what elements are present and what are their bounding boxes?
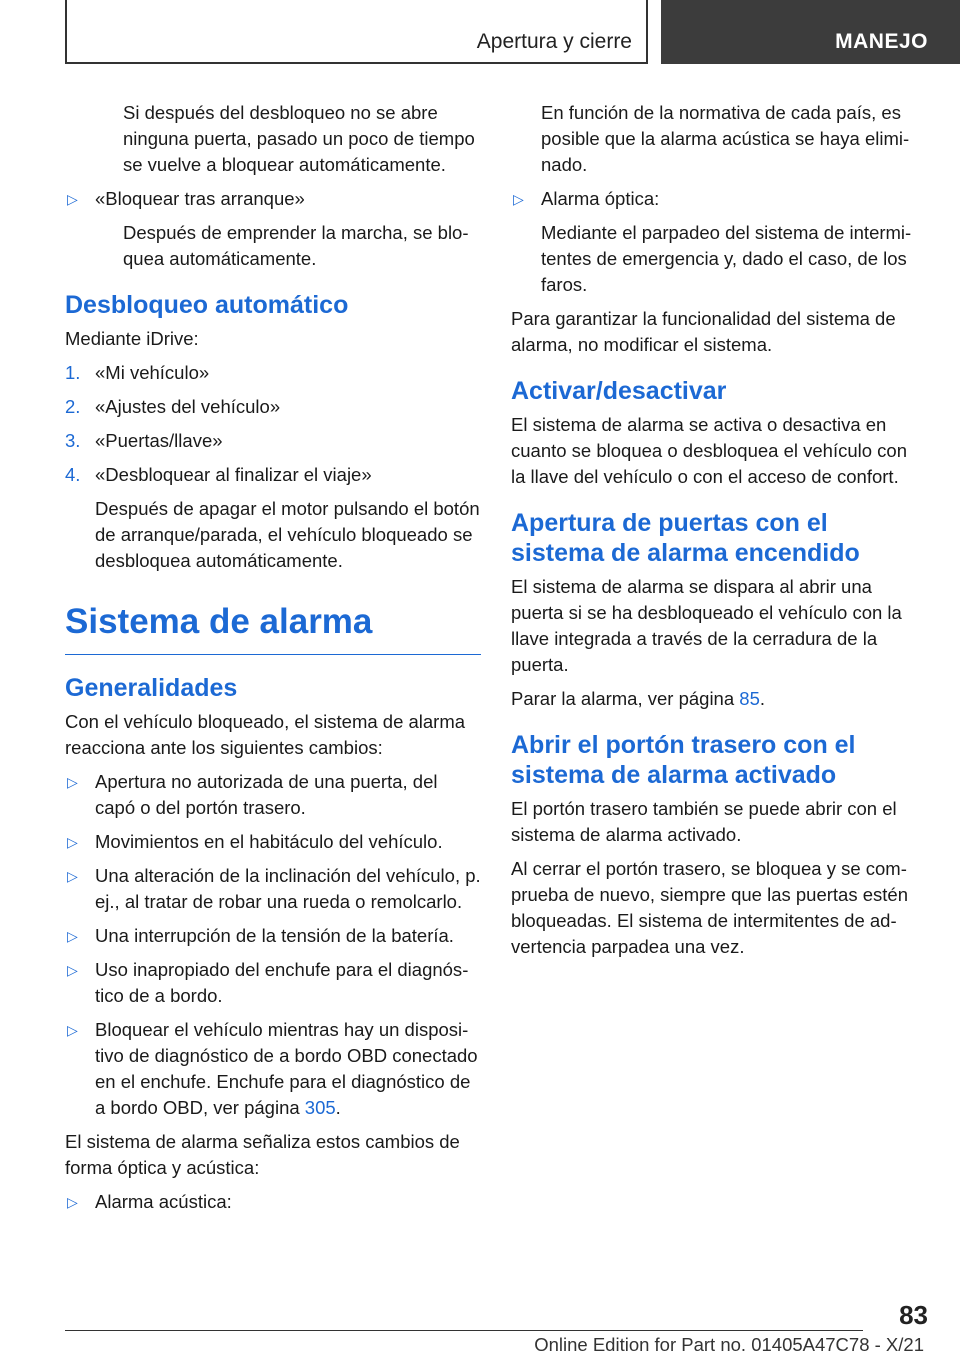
heading-general: Generalidades (65, 674, 238, 702)
triangle-bullet-icon: ▷ (67, 1194, 78, 1210)
list-item (65, 186, 481, 212)
list-item-text: Una alteración de la inclinación del vehículo, p. ej., al tratar de robar una rueda o remolcarlo. (95, 865, 481, 912)
step-1 (65, 360, 481, 386)
list-item (65, 829, 481, 855)
list-item-text: Alarma acústica: (95, 1191, 232, 1212)
footer-divider (65, 1330, 863, 1331)
doors-paragraph: El sistema de alarma se dispara al abrir una puerta si se ha desbloqueado el vehículo con la llave integrada a través de la cerradura de la puerta. (511, 576, 902, 675)
header-section-title: Apertura y cierre (476, 30, 632, 53)
list-item-text: Una interrupción de la tensión de la batería. (95, 925, 454, 946)
triangle-bullet-icon: ▷ (67, 928, 78, 944)
heading-activate: Activar/desactivar (511, 377, 727, 405)
step-3 (65, 428, 481, 454)
heading-auto-unlock: Desbloqueo automático (65, 291, 349, 319)
intro-paragraph: Si después del desbloqueo no se abre ninguna puerta, pasado un poco de tiempo se vuelve a bloquear automáticamente. (123, 102, 475, 175)
list-item-description: Después de emprender la marcha, se bloquea automáticamente. (123, 222, 469, 269)
list-item (65, 957, 481, 1009)
general-paragraph: Con el vehículo bloqueado, el sistema de alarma reacciona ante los siguientes cambios: (65, 711, 466, 758)
heading-door-opening: Apertura de puertas con el sistema de alarma encendido (511, 509, 860, 567)
page-number: 83 (899, 1300, 928, 1330)
optic-description: Mediante el parpadeo del sistema de intermitentes de emergencia y, dado el caso, de los faros. (541, 222, 912, 295)
triangle-bullet-icon: ▷ (513, 191, 524, 207)
right-column (511, 100, 926, 968)
activate-paragraph: El sistema de alarma se activa o desactiva en cuanto se bloquea o desbloquea el vehículo con la llave del vehículo o con el acceso de confort. (511, 414, 907, 487)
triangle-bullet-icon: ▷ (67, 834, 78, 850)
page-link-85[interactable]: 85 (739, 688, 760, 709)
step-number: 3. (65, 430, 81, 451)
guarantee-paragraph: Para garantizar la funcionalidad del sistema de alarma, no modificar el sistema. (511, 308, 896, 355)
step-text: «Desbloquear al finalizar el viaje» (95, 464, 372, 485)
heading-alarm-system: Sistema de alarma (65, 600, 481, 655)
tailgate-paragraph-1: El portón trasero también se puede abrir con el sistema de alarma activado. (511, 798, 897, 845)
list-item-text: Apertura no autorizada de una puerta, del capó o del portón trasero. (95, 771, 438, 818)
list-item (511, 186, 926, 212)
list-item-text: Alarma óptica: (541, 188, 660, 209)
idrive-intro: Mediante iDrive: (65, 328, 199, 349)
signal-paragraph: El sistema de alarma señaliza estos cambios de forma óptica y acústica: (65, 1131, 460, 1178)
page-link-305[interactable]: 305 (304, 1097, 336, 1118)
list-item (65, 863, 481, 915)
list-item (65, 1017, 481, 1121)
triangle-bullet-icon: ▷ (67, 191, 78, 207)
step-4-description: Después de apagar el motor pulsando el botón de arranque/parada, el vehículo bloqueado se desbloquea automáticamente. (95, 498, 480, 571)
list-item-text: Uso inapropiado del enchufe para el diagnóstico de a bordo. (95, 959, 469, 1006)
footer-edition: Online Edition for Part no. 01405A47C78 - X/21 (534, 1334, 924, 1355)
step-text: «Ajustes del vehículo» (95, 396, 281, 417)
list-item (65, 769, 481, 821)
heading-tailgate: Abrir el portón trasero con el sistema de alarma activado (511, 731, 856, 789)
header-chapter-tab: MANEJO (661, 0, 960, 64)
list-item-text: Bloquear el vehículo mientras hay un dispositivo de diagnóstico de a bordo OBD conectado en el enchufe. Enchufe para el diagnóstico de a bordo OBD, ver página 305. (95, 1019, 478, 1118)
step-2 (65, 394, 481, 420)
menu-path: «Bloquear tras arranque» (95, 188, 305, 209)
stop-alarm-paragraph: Parar la alarma, ver página 85. (511, 688, 765, 709)
step-text: «Puertas/llave» (95, 430, 223, 451)
list-item-text: Movimientos en el habitáculo del vehículo. (95, 831, 443, 852)
step-number: 4. (65, 464, 81, 485)
obd-text: Bloquear el vehículo mientras hay un dispositivo de diagnóstico de a bordo OBD conectado en el enchufe. Enchufe para el diagnóstico de a bordo OBD, ver página (95, 1019, 478, 1118)
list-item (65, 923, 481, 949)
triangle-bullet-icon: ▷ (67, 962, 78, 978)
step-number: 1. (65, 362, 81, 383)
step-number: 2. (65, 396, 81, 417)
stop-alarm-text: Parar la alarma, ver página (511, 688, 740, 709)
step-4 (65, 462, 481, 488)
list-item (65, 1189, 481, 1215)
header-section-box (65, 0, 648, 64)
triangle-bullet-icon: ▷ (67, 1022, 78, 1038)
left-column (65, 100, 481, 1223)
triangle-bullet-icon: ▷ (67, 868, 78, 884)
step-text: «Mi vehículo» (95, 362, 210, 383)
triangle-bullet-icon: ▷ (67, 774, 78, 790)
tailgate-paragraph-2: Al cerrar el portón trasero, se bloquea y se comprueba de nuevo, siempre que las puertas estén bloqueadas. El sistema de intermitentes de advertencia parpadea una vez. (511, 858, 908, 957)
acoustic-description: En función de la normativa de cada país, es posible que la alarma acústica se haya eliminado. (541, 102, 910, 175)
